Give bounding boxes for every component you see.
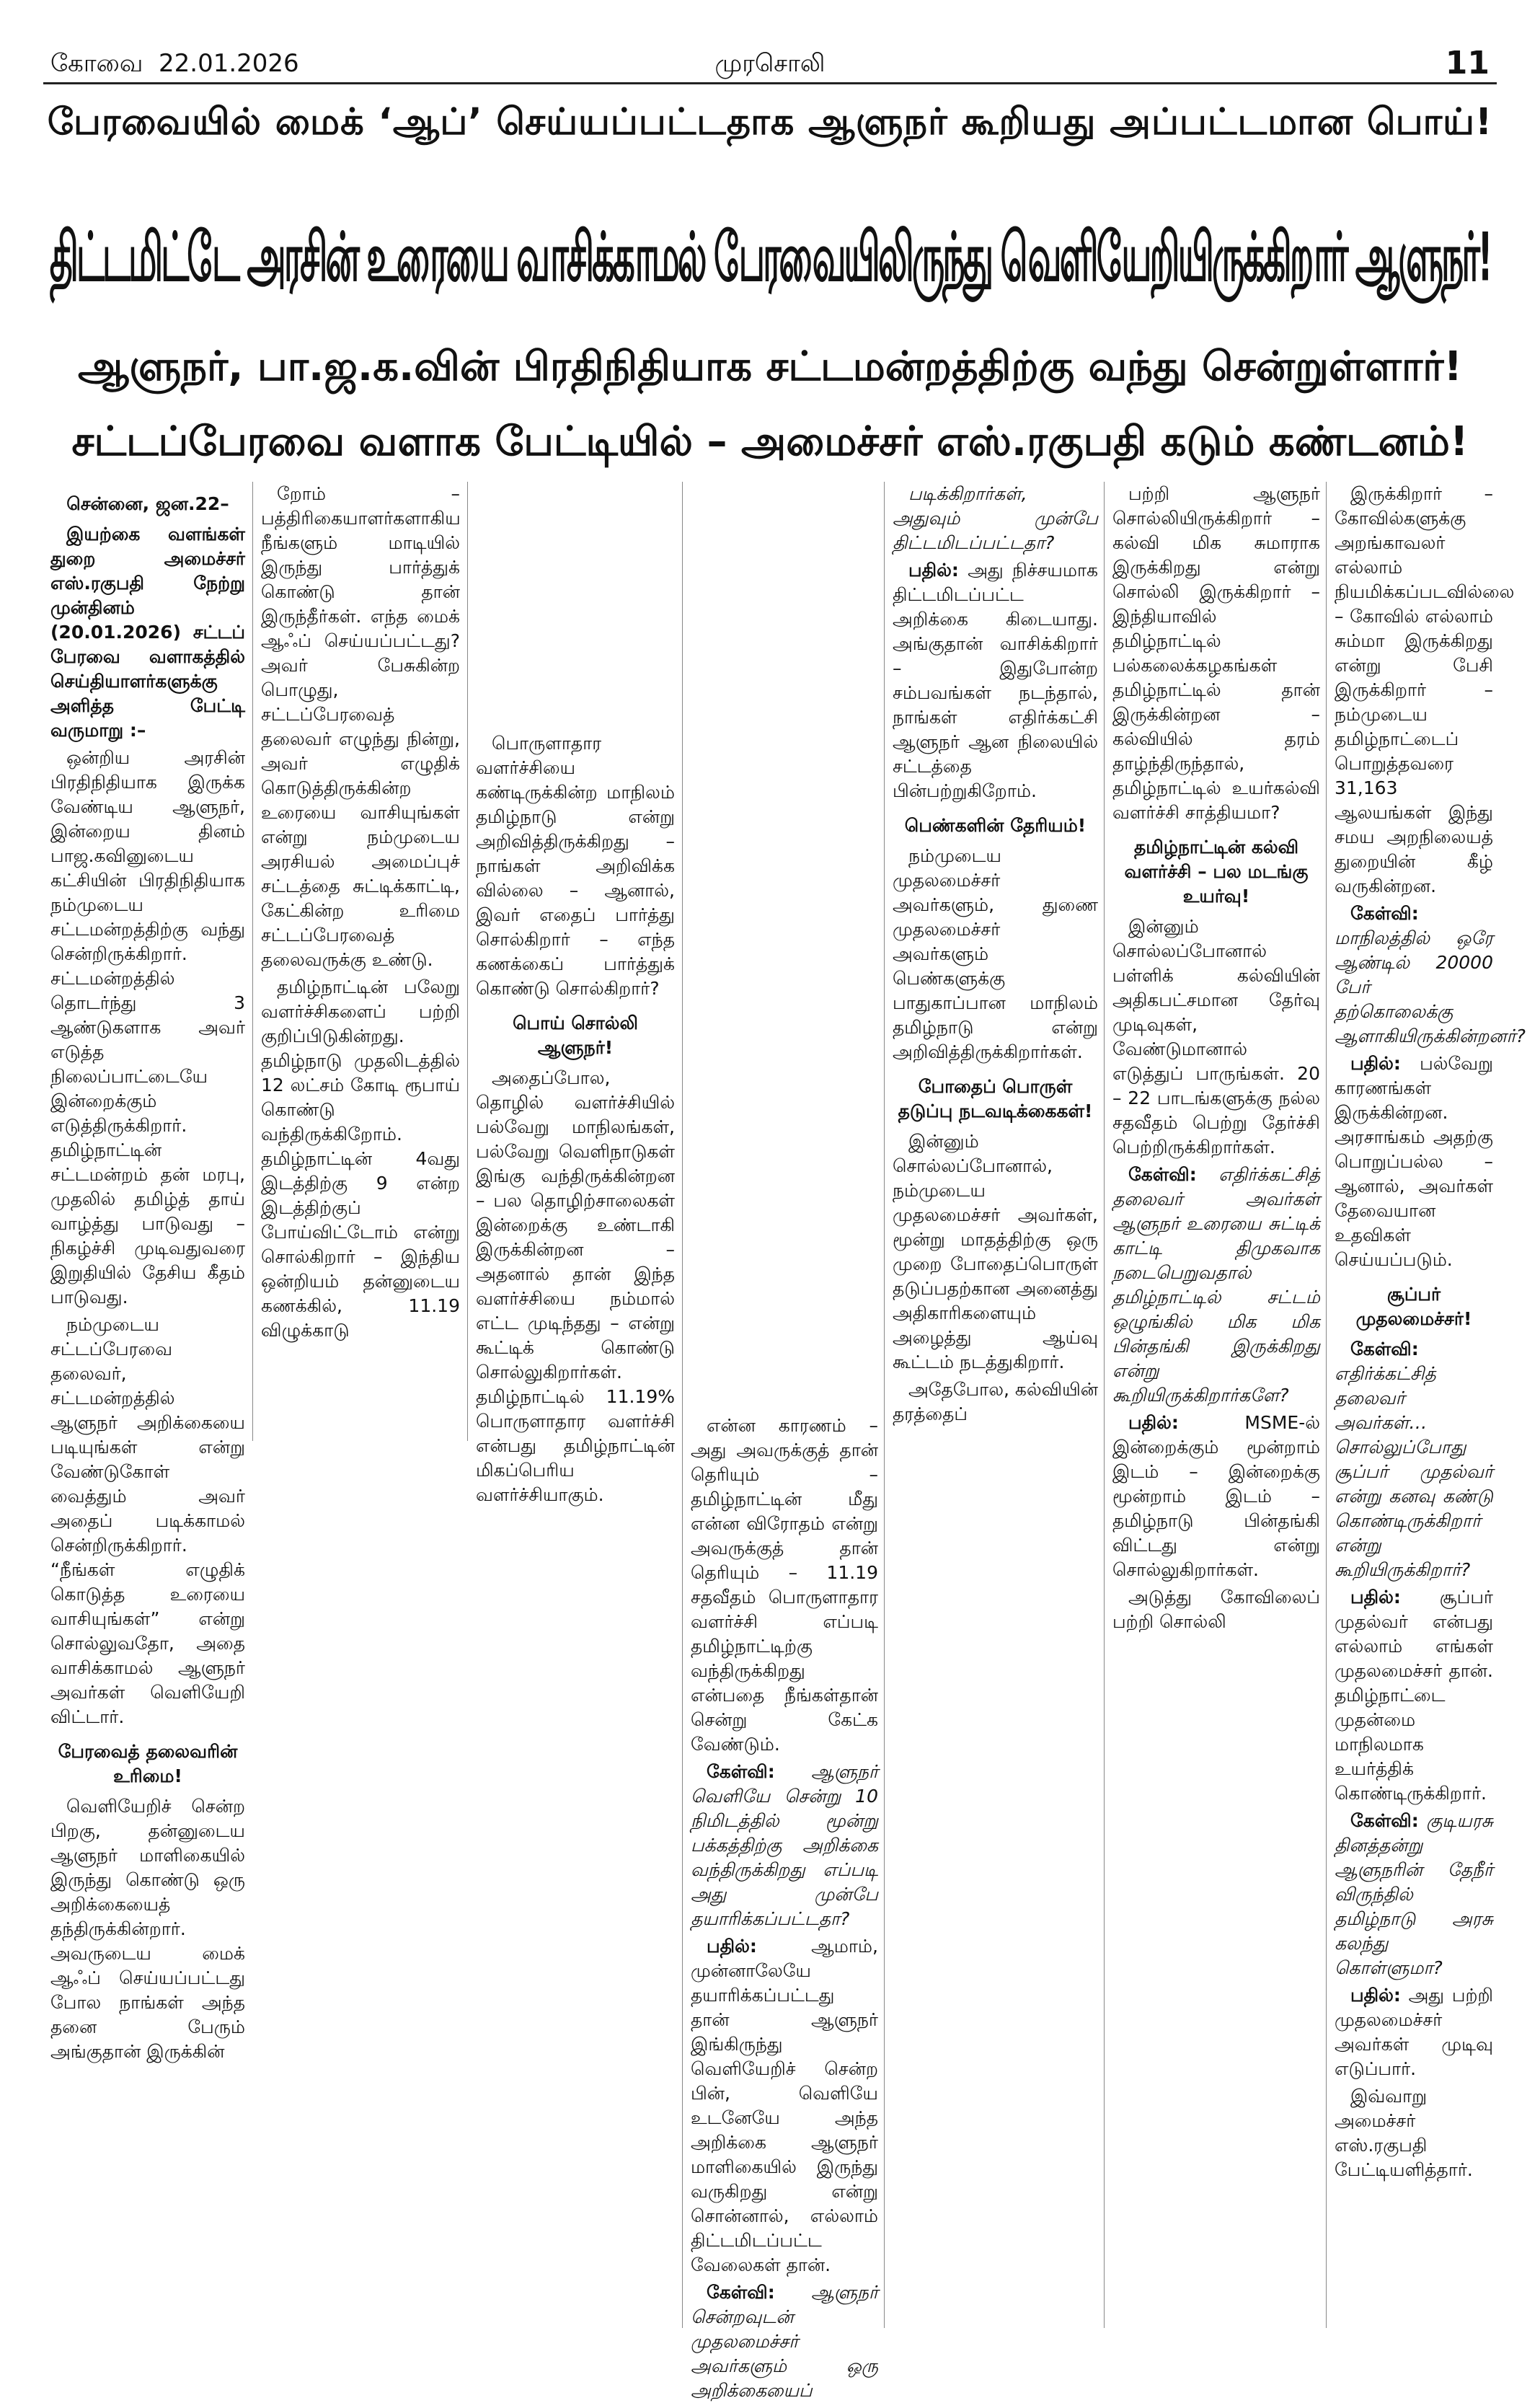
column-divider: [1326, 482, 1327, 2328]
paragraph: இன்னும் சொல்லப்போனால் பள்ளிக் கல்வியின் அதிகபட்சமான தேர்வு முடிவுகள், வேண்டுமானால் எடுத்துப் பாருங்கள். 20 – 22 பாடங்களுக்கு நல்ல சதவீதம் பெற்று தேர்ச்சி பெற்றிருக்கிறார்கள்.: [1112, 916, 1320, 1158]
paragraph: பற்றி ஆளுநர் சொல்லியிருக்கிறார் – கல்வி மிக சுமாராக இருக்கிறது என்று சொல்லி இருக்கிறார் – இந்தியாவில் தமிழ்நாட்டில் பல்கலைக்கழகங்கள் தமிழ்நாட்டில் தான் இருக்கின்றன – கல்வியில் தரம் தாழ்ந்திருந்தால், தமிழ்நாட்டில் உயர்கல்வி வளர்ச்சி சாத்தியமா?: [1112, 483, 1320, 823]
paragraph: நம்முடைய சட்டப்பேரவை தலைவர், சட்டமன்றத்தில் ஆளுநர் அறிக்கையை படியுங்கள் என்று வேண்டுகோள் வைத்தும் அவர் அதைப் படிக்காமல் சென்றிருக்கிறார். “நீங்கள் எழுதிக் கொடுத்த உரையை வாசியுங்கள்” என்று சொல்லுவதோ, அதை வாசிக்காமல் ஆளுநர் அவர்கள் வெளியேறி விட்டார்.: [50, 1314, 245, 1727]
paragraph: அதைப்போல, தொழில் வளர்ச்சியில் பல்வேறு மாநிலங்கள், பல்வேறு வெளிநாடுகள் இங்கு வந்திருக்கின்றன – பல தொழிற்சாலைகள் இன்றைக்கு உண்டாகி இருக்கின்றன – அதனால் தான் இந்த வளர்ச்சியை நம்மால் எட்ட முடிந்தது – என்று கூட்டிக் கொண்டு சொல்லுகிறார்கள். தமிழ்நாட்டில் 11.19% பொருளாதார வளர்ச்சி என்பது தமிழ்நாட்டின் மிகப்பெரிய வளர்ச்சியாகும்.: [476, 1067, 675, 1505]
article-column-5: [893, 482, 1098, 2328]
subheadline-1: ஆளுநர், பா.ஜ.க.வின் பிரதிநிதியாக சட்டமன்றத்திற்கு வந்து சென்றுள்ளார்!: [78, 343, 1462, 390]
paragraph: இன்னும் சொல்லப்போனால், நம்முடைய முதலமைச்சர் அவர்கள், மூன்று மாதத்திற்கு ஒரு முறை போதைப்பொருள் தடுப்பதற்கான அனைத்து அதிகாரிகளையும் அழைத்து ஆய்வு கூட்டம் நடத்துகிறார்.: [893, 1131, 1098, 1372]
column-divider: [1104, 482, 1105, 2328]
question-label: கேள்வி:: [1350, 1339, 1419, 1359]
section-subhead: போதைப் பொருள் தடுப்பு நடவடிக்கைகள்!: [898, 1076, 1093, 1121]
question-label: கேள்வி:: [707, 2282, 775, 2303]
article-column-6: [1112, 482, 1320, 2328]
header-rule: [43, 82, 1497, 84]
question-label: கேள்வி:: [1350, 1810, 1419, 1831]
question-text: குடியரசு தினத்தன்று ஆளுநரின் தேநீர் விருந்தில் தமிழ்நாடு அரசு கலந்து கொள்ளுமா?: [1335, 1810, 1493, 1978]
page-header: [50, 45, 1490, 81]
question-text: ஆளுநர் வெளியே சென்று 10 நிமிடத்தில் மூன்று பக்கத்திற்கு அறிக்கை வந்திருக்கிறது எப்படி அது முன்பே தயாரிக்கப்பட்டதா?: [691, 1761, 878, 1929]
dateline: சென்னை, ஜன.22–: [66, 493, 229, 514]
section-subhead: பொய் சொல்லி ஆளுநர்!: [513, 1013, 638, 1058]
answer-label: பதில்:: [1350, 1587, 1401, 1608]
closing-paragraph: இவ்வாறு அமைச்சர் எஸ்.ரகுபதி பேட்டியளித்தார்.: [1335, 2086, 1473, 2180]
date-label: 22.01.2026: [159, 49, 299, 78]
article-column-7: [1335, 482, 1526, 2328]
paragraph: பொருளாதார வளர்ச்சியை கண்டிருக்கின்ற மாநிலம் தமிழ்நாடு என்று அறிவித்திருக்கிறது – நாங்கள் அறிவிக்க வில்லை – ஆனால், இவர் எதைப் பார்த்து சொல்கிறார் – எந்த கணக்கைப் பார்த்துக் கொண்டு சொல்கிறார்?: [476, 733, 675, 999]
answer-label: பதில்:: [1350, 1985, 1401, 2006]
edition-label: கோவை: [50, 49, 143, 78]
paragraph: வெளியேறிச் சென்ற பிறகு, தன்னுடைய ஆளுநர் மாளிகையில் இருந்து கொண்டு ஒரு அறிக்கையைத் தந்திருக்கின்றார். அவருடைய மைக் ஆஃப் செய்யப்பட்டது போல நாங்கள் அந்த தனை பேரும் அங்குதான் இருக்கின்: [50, 1796, 245, 2062]
section-subhead: தமிழ்நாட்டின் கல்வி வளர்ச்சி – பல மடங்கு உயர்வு!: [1124, 837, 1309, 907]
article-column-4: [691, 1414, 878, 2401]
paragraph: நம்முடைய முதலமைச்சர் அவர்களும், துணை முதலமைச்சர் அவர்களும் பெண்களுக்கு பாதுகாப்பான மாநிலம் தமிழ்நாடு என்று அறிவித்திருக்கிறார்கள்.: [893, 845, 1098, 1062]
question-label: கேள்வி:: [707, 1761, 775, 1782]
question-text: மாநிலத்தில் ஒரே ஆண்டில் 20000 பேர் தற்கொலைக்கு ஆளாகியிருக்கின்றனர்?: [1335, 927, 1526, 1046]
answer-label: பதில்:: [908, 560, 959, 581]
newspaper-name: முரசொலி: [714, 49, 826, 78]
section-subhead: பேரவைத் தலைவரின் உரிமை!: [58, 1741, 238, 1786]
section-subhead: சூப்பர் முதலமைச்சர்!: [1355, 1284, 1472, 1329]
answer-label: பதில்:: [1128, 1412, 1179, 1433]
question-label: கேள்வி:: [1128, 1164, 1197, 1185]
paragraph: றோம் – பத்திரிகையாளர்களாகிய நீங்களும் மாடியில் இருந்து பார்த்துக் கொண்டு தான் இருந்தீர்கள். எந்த மைக் ஆஃப் செய்யப்பட்டது? அவர் பேசுகின்ற பொழுது, சட்டப்பேரவைத் தலைவர் எழுந்து நின்று, அவர் எழுதிக் கொடுத்திருக்கின்ற உரையை வாசியுங்கள் என்று நம்முடைய அரசியல் அமைப்புச் சட்டத்தை சுட்டிக்காட்டி, கேட்கின்ற உரிமை சட்டப்பேரவைத் தலைவருக்கு உண்டு.: [261, 483, 461, 970]
section-subhead: பெண்களின் தேரியம்!: [904, 815, 1087, 836]
main-headline: திட்டமிட்டே அரசின் உரையை வாசிக்காமல் பேரவையிலிருந்து வெளியேறியிருக்கிறார் ஆளுநர்!: [49, 218, 1491, 297]
article-column-1: [50, 482, 245, 2062]
answer-text: அது பற்றி முதலமைச்சர் அவர்கள் முடிவு எடுப்பார்.: [1335, 1985, 1493, 2079]
answer-text: சூப்பர் முதல்வர் என்பது எல்லாம் எங்கள் முதலமைச்சர் தான். தமிழ்நாட்டை முதன்மை மாநிலமாக உயர்த்திக் கொண்டிருக்கிறார்.: [1335, 1587, 1493, 1804]
intro-paragraph: இயற்கை வளங்கள் துறை அமைச்சர் எஸ்.ரகுபதி நேற்று முன்தினம் (20.01.2026) சட்டப் பேரவை வளாகத்தில் செய்தியாளர்களுக்கு அளித்த பேட்டி வருமாறு :–: [50, 524, 245, 741]
question-text: ஆளுநர் சென்றவுடன் முதலமைச்சர் அவர்களும் ஒரு அறிக்கையைப்: [691, 2282, 878, 2401]
answer-label: பதில்:: [1350, 1053, 1401, 1074]
kicker-headline: பேரவையில் மைக் ‘ஆப்’ செய்யப்பட்டதாக ஆளுநர் கூறியது அப்பட்டமான பொய்!: [47, 101, 1493, 144]
paragraph: என்ன காரணம் – அது அவருக்குத் தான் தெரியும் – தமிழ்நாட்டின் மீது என்ன விரோதம் என்று அவருக்குத் தான் தெரியும் – 11.19 சதவீதம் பொருளாதார வளர்ச்சி எப்படி தமிழ்நாட்டிற்கு வந்திருக்கிறது என்பதை நீங்கள்தான் சென்று கேட்க வேண்டும்.: [691, 1415, 878, 1755]
answer-text: ஆமாம், முன்னாலேயே தயாரிக்கப்பட்டது தான் ஆளுநர் இங்கிருந்து வெளியேறிச் சென்ற பின், வெளியே உடனேயே அந்த அறிக்கை ஆளுநர் மாளிகையில் இருந்து வருகிறது என்று சொன்னால், எல்லாம் திட்டமிடப்பட்ட வேலைகள் தான்.: [691, 1936, 878, 2275]
column-divider: [682, 482, 683, 2328]
subheadline-2: சட்டப்பேரவை வளாக பேட்டியில் – அமைச்சர் எஸ்.ரகுபதி கடும் கண்டனம்!: [71, 418, 1469, 465]
paragraph: அதேபோல, கல்வியின் தரத்தைப்: [893, 1379, 1098, 1424]
paragraph: இருக்கிறார் – கோவில்களுக்கு அறங்காவலர் எல்லாம் நியமிக்கப்படவில்லை – கோவில் எல்லாம் சும்மா இருக்கிறது என்று பேசி இருக்கிறார் – நம்முடைய தமிழ்நாட்டைப் பொறுத்தவரை 31,163 ஆலயங்கள் இந்து சமய அறநிலையத் துறையின் கீழ் வருகின்றன.: [1335, 483, 1515, 896]
question-label: கேள்வி:: [1350, 903, 1419, 924]
column-divider: [467, 482, 468, 1441]
article-column-2: [261, 482, 460, 1441]
answer-text: பல்வேறு காரணங்கள் இருக்கின்றன. அரசாங்கம் அதற்கு பொறுப்பல்ல – ஆனால், அவர்கள் தேவையான உதவிகள் செய்யப்படும்.: [1335, 1053, 1493, 1270]
answer-text: MSME-ல் இன்றைக்கும் மூன்றாம் இடம் – இன்றைக்கு மூன்றாம் இடம் – தமிழ்நாடு பின்தங்கி விட்டது என்று சொல்லுகிறார்கள்.: [1112, 1412, 1320, 1580]
answer-label: பதில்:: [707, 1936, 757, 1957]
paragraph: அடுத்து கோவிலைப் பற்றி சொல்லி: [1112, 1587, 1320, 1632]
question-text: எதிர்க்கட்சித் தலைவர் அவர்கள் ஆளுநர் உரையை சுட்டிக் காட்டி திமுகவாக நடைபெறுவதால் தமிழ்நாட்டில் சட்டம் ஒழுங்கில் மிக மிக பின்தங்கி இருக்கிறது என்று கூறியிருக்கிறார்களே?: [1112, 1164, 1320, 1406]
column-divider: [884, 482, 885, 2328]
column-divider: [252, 482, 253, 1441]
answer-text: அது நிச்சயமாக திட்டமிடப்பட்ட அறிக்கை கிடையாது. அங்குதான் வாசிக்கிறார் – இதுபோன்ற சம்பவங்கள் நடந்தால், நாங்கள் எதிர்க்கட்சி ஆளுநர் ஆன நிலையில் சட்டத்தை பின்பற்றுகிறோம்.: [893, 560, 1099, 801]
question-text: எதிர்க்கட்சித் தலைவர் அவர்கள்… சொல்லுப்போது சூப்பர் முதல்வர் என்று கனவு கண்டு கொண்டிருக்கிறார் என்று கூறியிருக்கிறார்?: [1335, 1363, 1493, 1580]
page-number: 11: [1445, 45, 1490, 81]
paragraph: தமிழ்நாட்டின் பலேறு வளர்ச்சிகளைப் பற்றி குறிப்பிடுகின்றது. தமிழ்நாடு முதலிடத்தில் 12 லட்சம் கோடி ரூபாய் கொண்டு வந்திருக்கிறோம். தமிழ்நாட்டின் 4வது இடத்திற்கு 9 என்ற இடத்திற்குப் போய்விட்டோம் என்று சொல்கிறார் – இந்திய ஒன்றியம் தன்னுடைய கணக்கில், 11.19 விழுக்காடு: [261, 976, 460, 1341]
paragraph: ஒன்றிய அரசின் பிரதிநிதியாக இருக்க வேண்டிய ஆளுநர், இன்றைய தினம் பாஜ.கவினுடைய கட்சியின் பிரதிநிதியாக நம்முடைய சட்டமன்றத்திற்கு வந்து சென்றிருக்கிறார். சட்டமன்றத்தில் தொடர்ந்து 3 ஆண்டுகளாக அவர் எடுத்த நிலைப்பாட்டையே இன்றைக்கும் எடுத்திருக்கிறார். தமிழ்நாட்டின் சட்டமன்றம் தன் மரபு, முதலில் தமிழ்த் தாய் வாழ்த்து பாடுவது – நிகழ்ச்சி முடிவதுவரை இறுதியில் தேசிய கீதம் பாடுவது.: [50, 747, 245, 1308]
paragraph: படிக்கிறார்கள், அதுவும் முன்பே திட்டமிடப்பட்டதா?: [893, 483, 1098, 553]
article-column-3: [476, 731, 675, 1505]
